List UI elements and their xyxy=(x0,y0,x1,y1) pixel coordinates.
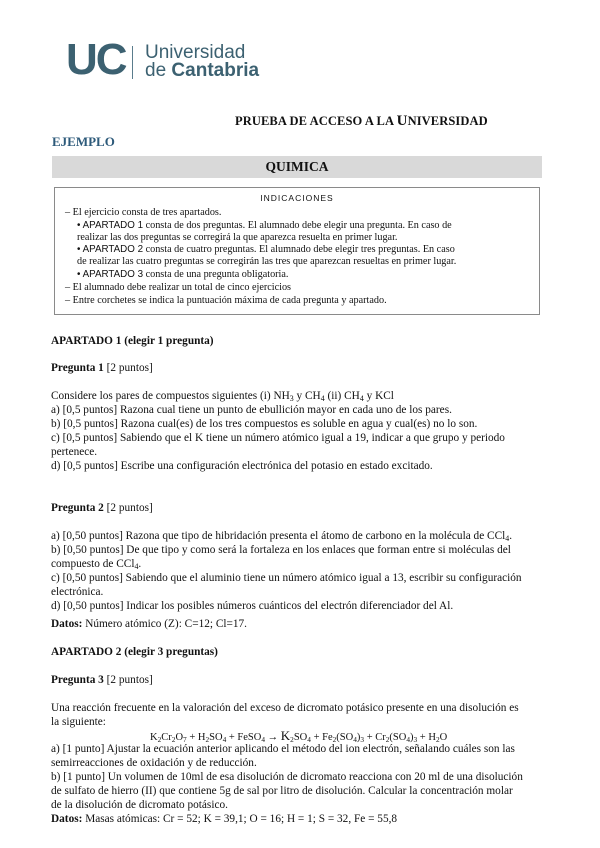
instructions-line: • APARTADO 1 consta de dos preguntas. El alumnado debe elegir una pregunta. En caso de xyxy=(77,220,452,231)
example-label: EJEMPLO xyxy=(52,134,115,149)
section-2-title: APARTADO 2 (elegir 3 preguntas) xyxy=(51,646,218,658)
question-3-intro-cont: la siguiente: xyxy=(51,716,106,728)
instructions-title: INDICACIONES xyxy=(260,193,334,203)
question-1-part-d: d) [0,5 puntos] Escribe una configuración electrónica del potasio en estado excitado. xyxy=(51,460,433,472)
question-2-part-d: d) [0,50 puntos] Indicar los posibles números cuánticos del electrón diferenciador del Al. xyxy=(51,600,454,612)
question-2-part-c: c) [0,50 puntos] Sabiendo que el aluminio tiene un número atómico igual a 13, escribir su configuración xyxy=(51,572,522,584)
subject-title: QUIMICA xyxy=(265,159,329,174)
question-2-part-b-cont: compuesto de CCl$_4$. xyxy=(51,558,142,571)
question-2-heading: Pregunta 2 [2 puntos] xyxy=(51,502,153,514)
question-1-heading: Pregunta 1 [2 puntos] xyxy=(51,362,153,374)
question-3-part-a-cont: semirreacciones de oxidación y de reducción. xyxy=(51,757,257,769)
question-3-intro: Una reacción frecuente en la valoración del exceso de dicromato potásico presente en una disolución es xyxy=(51,702,519,714)
logo-uc-mark: UC xyxy=(66,35,126,84)
logo-name-line2: de Cantabria xyxy=(145,60,260,81)
question-1-part-c-cont: pertenece. xyxy=(51,446,98,458)
question-2-part-b: b) [0,50 puntos] De que tipo y como será la fortaleza en los enlaces que forman entre si moléculas del xyxy=(51,544,511,556)
question-1-part-b: b) [0,5 puntos] Razona cual(es) de los tres compuestos es soluble en agua y cual(es) no lo son. xyxy=(51,418,478,430)
question-3-heading: Pregunta 3 [2 puntos] xyxy=(51,674,153,686)
logo-divider xyxy=(132,46,133,79)
instructions-line: – El ejercicio consta de tres apartados. xyxy=(65,207,222,218)
question-1-part-a: a) [0,5 puntos] Razona cual tiene un punto de ebullición mayor en cada uno de los pares. xyxy=(51,404,452,416)
chemical-equation: $K_2Cr_2O_7 + H_2SO_4$ + FeSO$_4$ → $K_2SO_4 + Fe_2(SO_4)_3 + Cr_2(SO_4)_3 + H_2O$ xyxy=(150,728,448,744)
logo-name-line1: Universidad xyxy=(145,42,246,63)
university-logo xyxy=(66,35,266,84)
question-1-intro: Considere los pares de compuestos siguientes (i) $NH_3$ y $CH_4$ (ii) $CH_4$ y KCl xyxy=(51,390,394,403)
subject-bar xyxy=(52,156,542,178)
question-3-part-b-cont2: de la disolución de dicromato potásico. xyxy=(51,799,228,811)
instructions-line: de realizar las cuatro preguntas se corregirán las tres que aparezcan resueltas en primer lugar. xyxy=(77,256,457,267)
instructions-line: • APARTADO 2 consta de cuatro preguntas. El alumnado debe elegir tres preguntas. En caso xyxy=(77,244,455,255)
instructions-line: – Entre corchetes se indica la puntuación máxima de cada pregunta y apartado. xyxy=(65,295,387,306)
question-2-part-a: a) [0,50 puntos] Razona que tipo de hibridación presenta el átomo de carbono en la molécula de CCl$_4$. xyxy=(51,530,513,543)
section-1-title: APARTADO 1 (elegir 1 pregunta) xyxy=(51,335,214,347)
instructions-line: realizar las dos preguntas se corregirá la que aparezca resuelta en primer lugar. xyxy=(77,232,398,243)
question-2-part-c-cont: electrónica. xyxy=(51,586,104,598)
exam-title: PRUEBA DE ACCESO A LA UNIVERSIDAD xyxy=(235,113,488,129)
question-3-part-b-cont: de sulfato de hierro (II) que contiene 5g de sal por litro de disolución. Calcular la concentración molar xyxy=(51,785,513,797)
question-3-data: Datos: Masas atómicas: Cr = 52; K = 39,1; O = 16; H = 1; S = 32, Fe = 55,8 xyxy=(51,813,398,825)
question-2-data: Datos: Número atómico (Z): C=12; Cl=17. xyxy=(51,618,247,630)
question-3-part-b: b) [1 punto] Un volumen de 10ml de esa disolución de dicromato reacciona con 20 ml de una disolución xyxy=(51,771,523,783)
question-1-part-c: c) [0,5 puntos] Sabiendo que el K tiene un número atómico igual a 19, indicar a que grupo y periodo xyxy=(51,432,505,444)
question-3-part-a: a) [1 punto] Ajustar la ecuación anterior aplicando el método del ion electrón, señalando cuáles son las xyxy=(51,743,515,755)
instructions-line: – El alumnado debe realizar un total de cinco ejercicios xyxy=(65,282,292,293)
instructions-line: • APARTADO 3 consta de una pregunta obligatoria. xyxy=(77,269,289,280)
instructions-box xyxy=(54,187,540,315)
